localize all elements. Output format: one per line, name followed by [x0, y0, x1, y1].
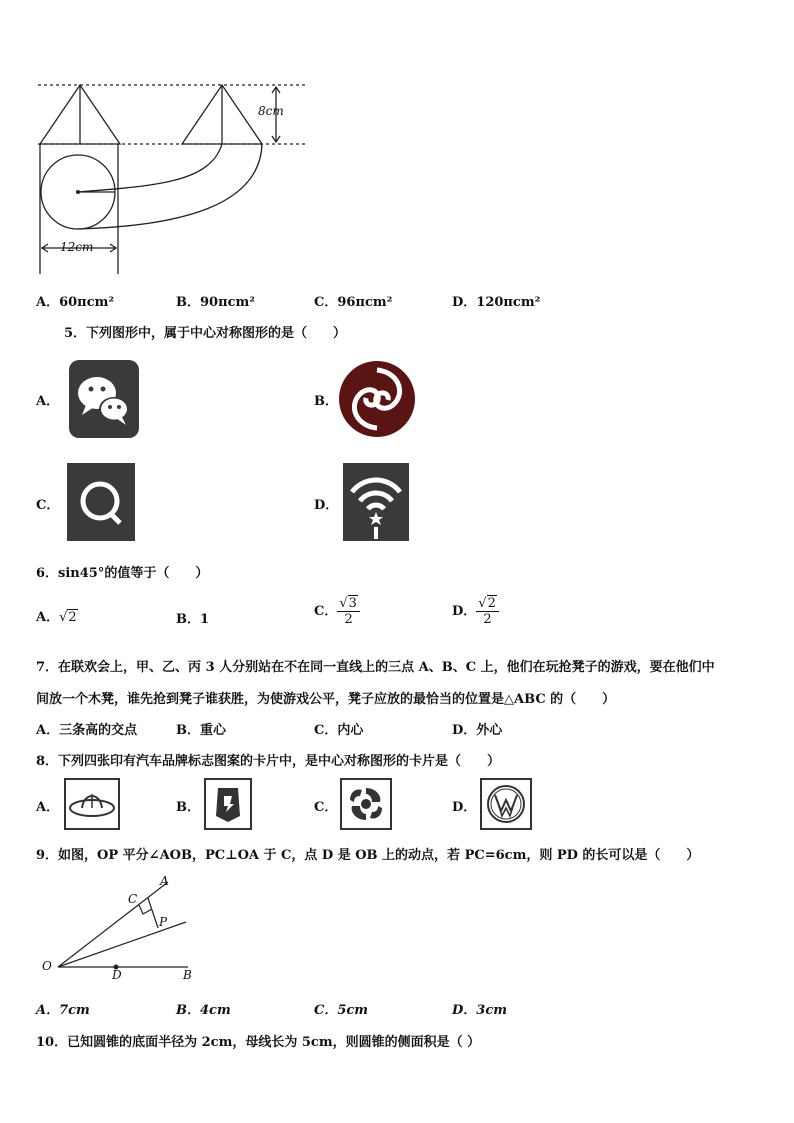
point-label-a: A — [160, 874, 169, 888]
q7-stem-line1: 7．在联欢会上，甲、乙、丙 3 人分别站在不在同一直线上的三点 A、B、C 上，他们在玩抢凳子的游戏，要在他们中 — [36, 660, 715, 675]
car-logo-b-icon — [204, 778, 252, 830]
q5-option-b[interactable]: B． — [314, 394, 338, 409]
q7-stem-line2: 间放一个木凳，谁先抢到凳子谁获胜，为使游戏公平，凳子应放的最恰当的位置是△ABC 的（ ） — [36, 692, 616, 707]
car-logo-d-icon — [480, 778, 532, 830]
q6-option-c-num: 3 — [348, 596, 357, 611]
q5-stem: 5．下列图形中，属于中心对称图形的是（ ） — [64, 326, 347, 341]
q7-option-b[interactable]: B．重心 — [176, 723, 226, 738]
q7-option-a[interactable]: A．三条高的交点 — [36, 723, 138, 738]
point-label-d: D — [112, 968, 122, 982]
q4-option-b[interactable]: B．90πcm² — [176, 295, 255, 310]
q9-option-a[interactable]: A．7cm — [36, 1003, 90, 1018]
q7-option-d[interactable]: D．外心 — [452, 723, 503, 738]
q9-option-d[interactable]: D．3cm — [452, 1003, 507, 1018]
q4-option-c[interactable]: C．96πcm² — [314, 295, 393, 310]
q7-option-c[interactable]: C．内心 — [314, 723, 364, 738]
q6-option-c-den: 2 — [344, 612, 353, 627]
q6-option-c-fraction: $\frac{√3}{2}$ — [337, 596, 360, 627]
q9-stem: 9．如图，OP 平分∠AOB，PC⊥OA 于 C，点 D 是 OB 上的动点，若 PC=6cm，则 PD 的长可以是（ ） — [36, 848, 700, 863]
q8-option-a[interactable]: A． — [36, 800, 60, 815]
q9-option-c[interactable]: C．5cm — [314, 1003, 369, 1018]
q8-stem: 8．下列四张印有汽车品牌标志图案的卡片中，是中心对称图形的卡片是（ ） — [36, 754, 501, 769]
q8-option-d[interactable]: D． — [452, 800, 477, 815]
q5-option-c[interactable]: C． — [36, 498, 60, 513]
wechat-logo-icon — [68, 359, 140, 439]
q4-option-a[interactable]: A．60πcm² — [36, 295, 115, 310]
q8-option-b[interactable]: B． — [176, 800, 200, 815]
point-label-o: O — [42, 959, 52, 973]
q4-option-d[interactable]: D．120πcm² — [452, 295, 541, 310]
wifi-logo-icon — [342, 462, 410, 542]
q6-option-d-fraction: $\frac{√2}{2}$ — [476, 596, 499, 627]
label-12cm: 12cm — [60, 240, 94, 254]
q6-option-a-radicand: 2 — [68, 610, 77, 625]
q6-option-d-den: 2 — [483, 612, 492, 627]
q10-stem: 10．已知圆锥的底面半径为 2cm，母线长为 5cm，则圆锥的侧面积是（ ） — [36, 1035, 481, 1050]
q5-option-d[interactable]: D． — [314, 498, 339, 513]
q6-stem: 6．sin45°的值等于（ ） — [36, 566, 209, 581]
q6-option-c-prefix: C． — [314, 604, 338, 619]
car-logo-a-icon — [64, 778, 120, 830]
q9-option-b[interactable]: B．4cm — [176, 1003, 231, 1018]
phoenix-logo-icon — [336, 358, 418, 440]
car-logo-c-icon — [340, 778, 392, 830]
q6-option-d-prefix: D． — [452, 604, 477, 619]
q6-option-a-sqrt: √2 — [59, 610, 77, 625]
point-label-b: B — [183, 968, 192, 982]
q6-option-a[interactable] — [36, 606, 78, 625]
q6-option-a-prefix: A． — [36, 610, 60, 625]
q5-option-a[interactable]: A． — [36, 394, 60, 409]
q-logo-icon — [66, 462, 136, 542]
q6-option-b[interactable]: B．1 — [176, 612, 210, 627]
label-8cm: 8cm — [258, 104, 284, 118]
q6-option-d[interactable] — [452, 596, 499, 627]
q6-option-d-num: 2 — [487, 596, 496, 611]
q6-option-c[interactable] — [314, 596, 360, 627]
q8-option-c[interactable]: C． — [314, 800, 338, 815]
point-label-p: P — [159, 915, 168, 929]
point-label-c: C — [128, 892, 138, 906]
